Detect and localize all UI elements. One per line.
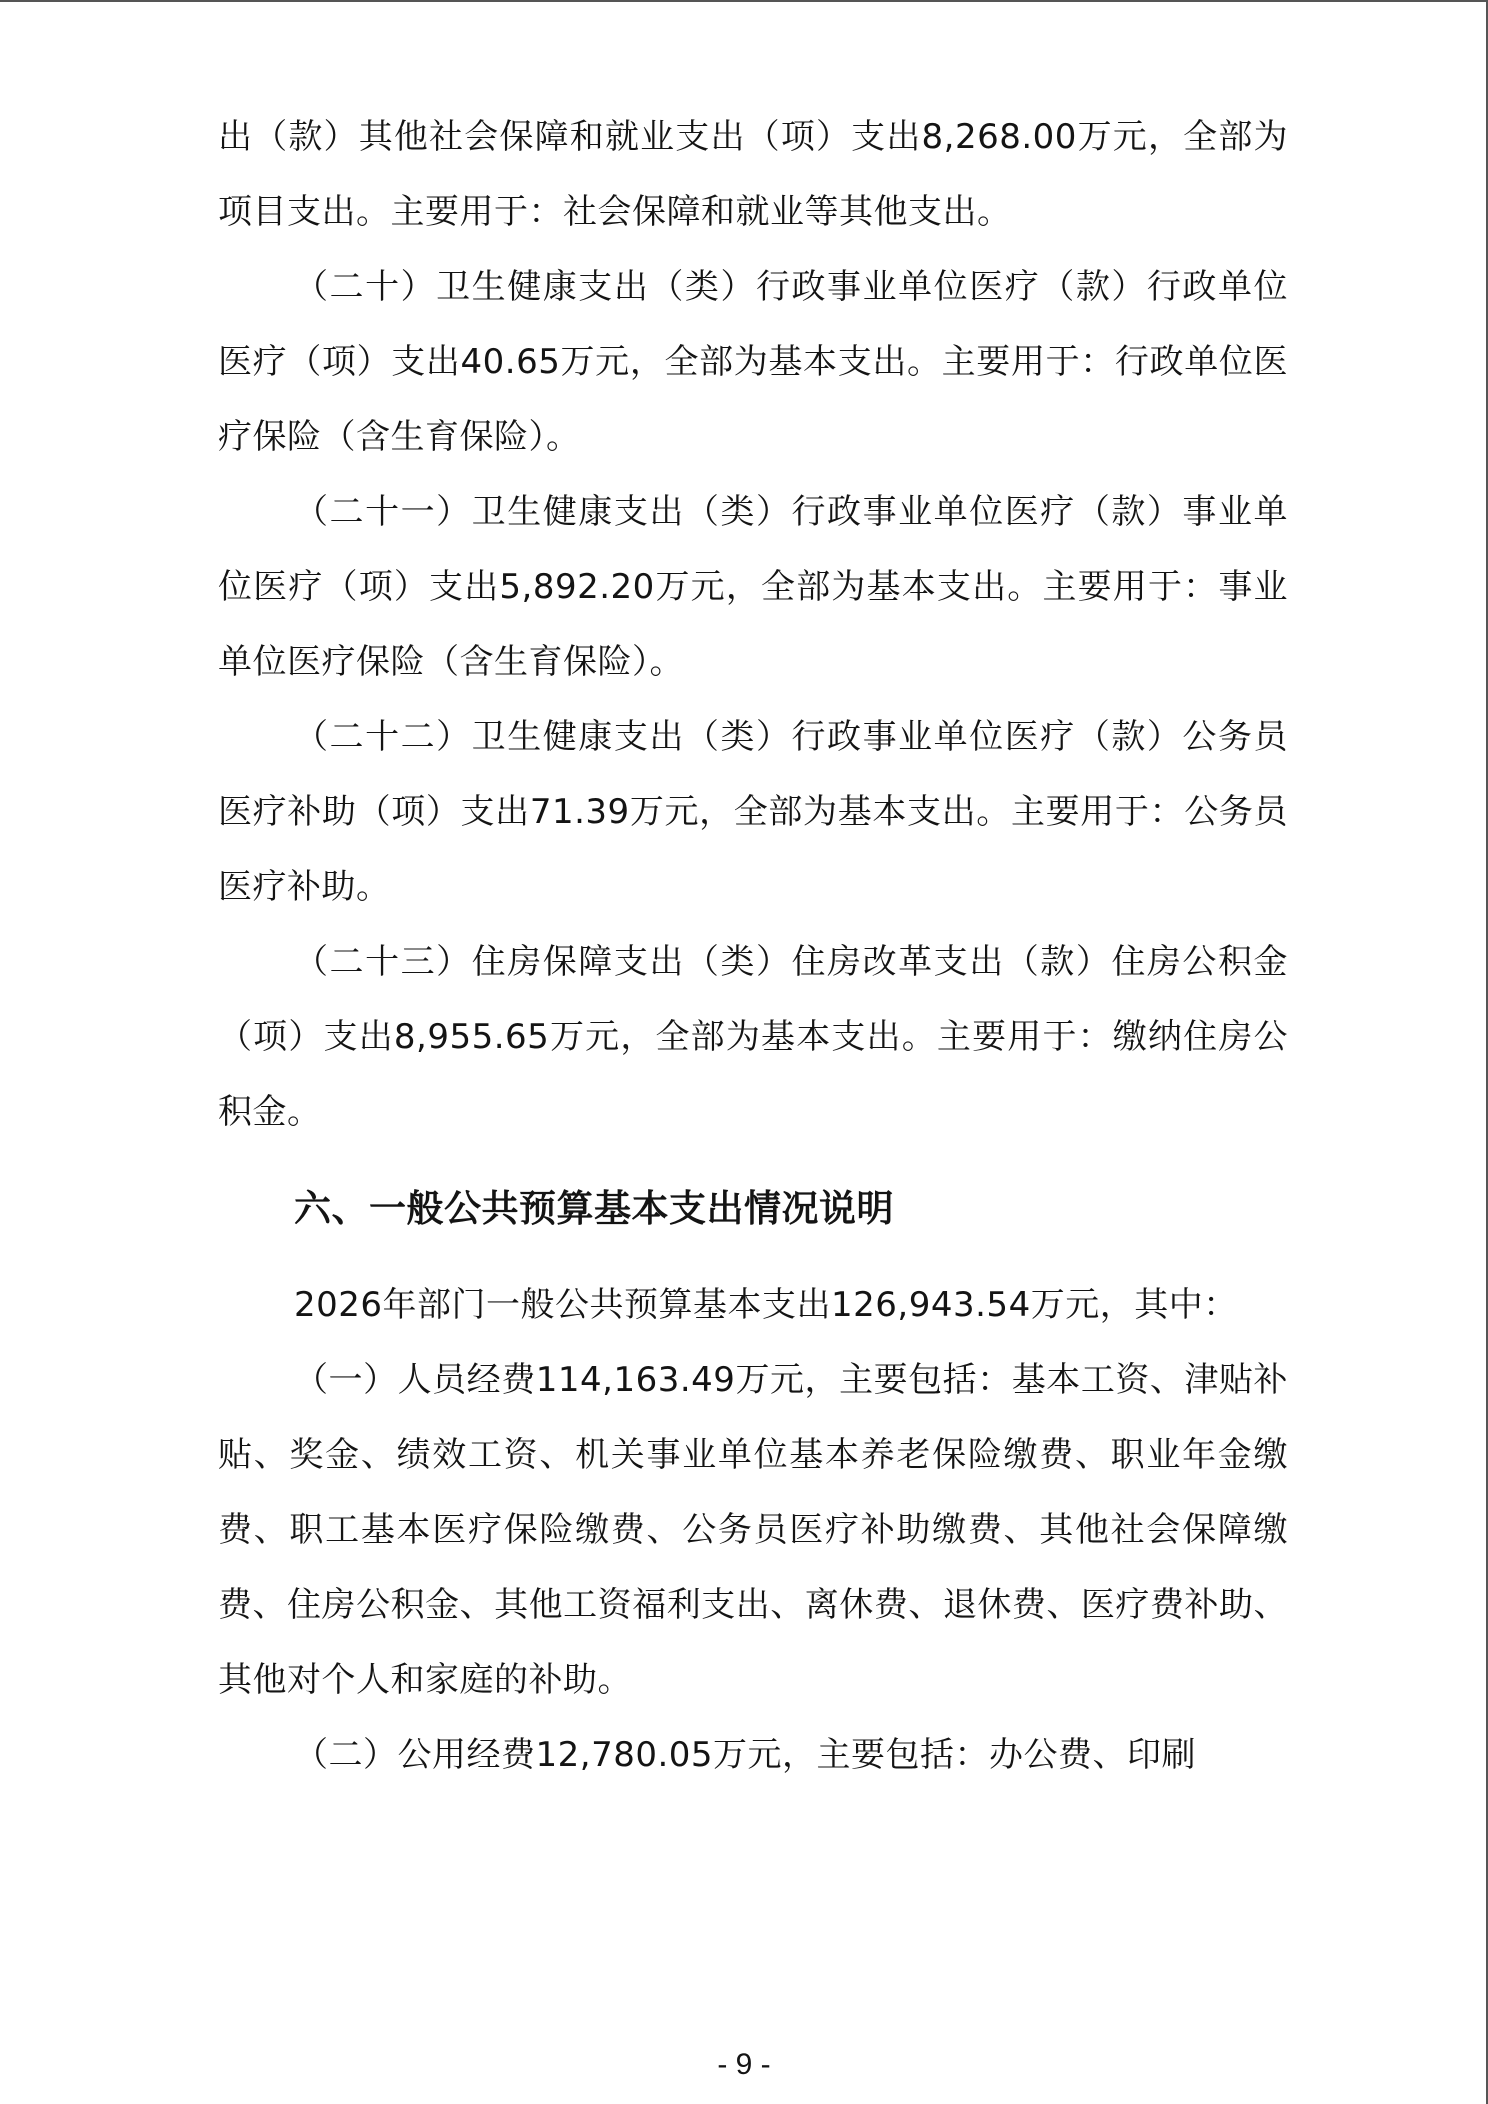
paragraph-item-21: （二十一）卫生健康支出（类）行政事业单位医疗（款）事业单位医疗（项）支出5,892.20万元，全部为基本支出。主要用于：事业单位医疗保险（含生育保险）。	[218, 492, 1288, 682]
section-heading: 六、一般公共预算基本支出情况说明	[294, 1187, 894, 1230]
paragraph-basic-expenditure-total: 2026年部门一般公共预算基本支出126,943.54万元，其中：	[294, 1285, 1238, 1325]
paragraph-item-22: （二十二）卫生健康支出（类）行政事业单位医疗（款）公务员医疗补助（项）支出71.39万元，全部为基本支出。主要用于：公务员医疗补助。	[218, 717, 1288, 907]
page-body	[218, 100, 1288, 1793]
paragraph-continuation: 出（款）其他社会保障和就业支出（项）支出8,268.00万元，全部为项目支出。主要用于：社会保障和就业等其他支出。	[218, 117, 1288, 232]
paragraph-item-20: （二十）卫生健康支出（类）行政事业单位医疗（款）行政单位医疗（项）支出40.65万元，全部为基本支出。主要用于：行政单位医疗保险（含生育保险）。	[218, 267, 1288, 457]
page-number: - 9 -	[717, 2048, 771, 2081]
paragraph-item-23: （二十三）住房保障支出（类）住房改革支出（款）住房公积金（项）支出8,955.65万元，全部为基本支出。主要用于：缴纳住房公积金。	[218, 942, 1288, 1132]
paragraph-public-expenses: （二）公用经费12,780.05万元，主要包括：办公费、印刷	[294, 1735, 1197, 1775]
paragraph-personnel-expenses: （一）人员经费114,163.49万元，主要包括：基本工资、津贴补贴、奖金、绩效工资、机关事业单位基本养老保险缴费、职业年金缴费、职工基本医疗保险缴费、公务员医疗补助缴费、其他社会保障缴费、住房公积金、其他工资福利支出、离休费、退休费、医疗费补助、其他对个人和家庭的补助。	[218, 1360, 1288, 1700]
